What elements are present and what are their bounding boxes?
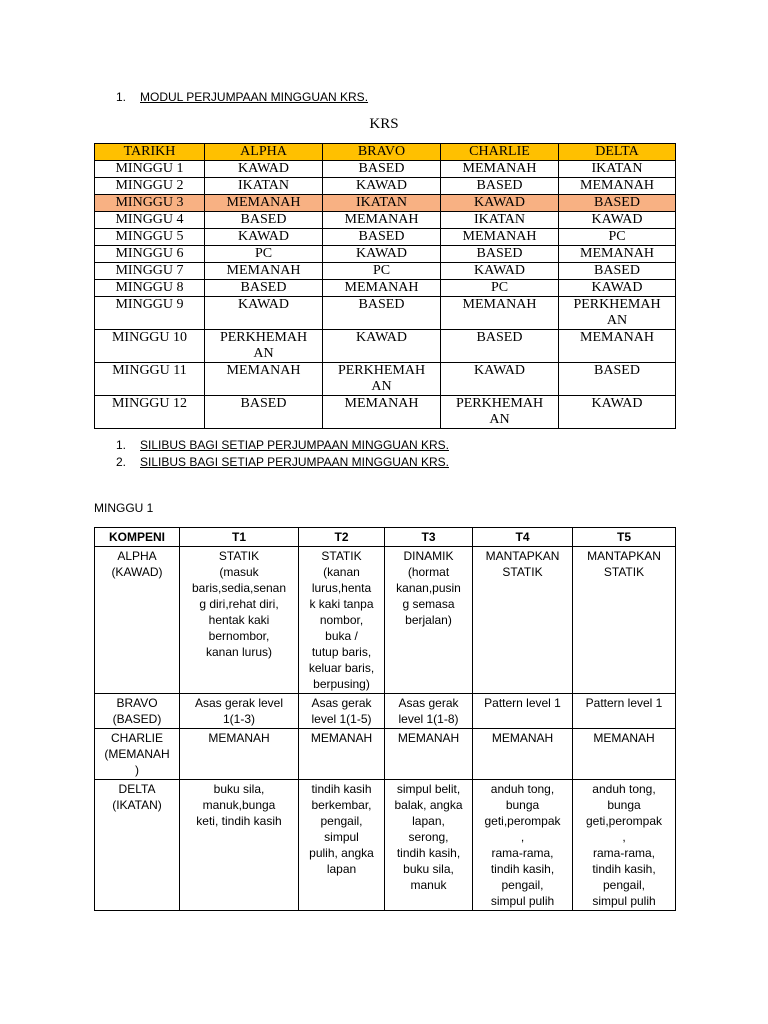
modul-heading (116, 90, 368, 104)
week-cell: MINGGU 8 (95, 280, 205, 297)
week-cell: MINGGU 5 (95, 229, 205, 246)
kompeni-cell: ALPHA (KAWAD) (95, 547, 180, 694)
week-cell: MINGGU 6 (95, 246, 205, 263)
schedule-row (95, 363, 676, 396)
activity-cell: IKATAN (441, 212, 559, 229)
week-cell: MINGGU 3 (95, 195, 205, 212)
activity-cell: KAWAD (559, 396, 676, 429)
silibus-item-number: 2. (116, 455, 127, 469)
schedule-row (95, 330, 676, 363)
week-cell: MINGGU 7 (95, 263, 205, 280)
syllabus-row (95, 729, 676, 780)
schedule-row (95, 178, 676, 195)
activity-cell: BASED (205, 280, 323, 297)
week-cell: MINGGU 12 (95, 396, 205, 429)
syllabus-row (95, 694, 676, 729)
activity-cell: MEMANAH (441, 161, 559, 178)
syllabus-cell: tindih kasih berkembar, pengail, simpul pulih, angka lapan (299, 780, 385, 911)
syllabus-header-cell: KOMPENI (95, 528, 180, 547)
activity-cell: KAWAD (205, 297, 323, 330)
silibus-item-text: SILIBUS BAGI SETIAP PERJUMPAAN MINGGUAN KRS. (140, 455, 449, 469)
schedule-header-cell: DELTA (559, 144, 676, 161)
activity-cell: MEMANAH (205, 263, 323, 280)
syllabus-table (94, 527, 676, 911)
week-cell: MINGGU 2 (95, 178, 205, 195)
activity-cell: MEMANAH (205, 195, 323, 212)
activity-cell: IKATAN (559, 161, 676, 178)
week-cell: MINGGU 1 (95, 161, 205, 178)
kompeni-cell: DELTA (IKATAN) (95, 780, 180, 911)
schedule-header-cell: ALPHA (205, 144, 323, 161)
schedule-row (95, 195, 676, 212)
schedule-row (95, 229, 676, 246)
syllabus-header-cell: T3 (385, 528, 473, 547)
activity-cell: IKATAN (205, 178, 323, 195)
activity-cell: MEMANAH (205, 363, 323, 396)
activity-cell: IKATAN (323, 195, 441, 212)
syllabus-cell: MEMANAH (180, 729, 299, 780)
syllabus-cell: MANTAPKAN STATIK (573, 547, 676, 694)
schedule-row (95, 161, 676, 178)
activity-cell: PC (559, 229, 676, 246)
activity-cell: BASED (205, 396, 323, 429)
activity-cell: KAWAD (441, 195, 559, 212)
activity-cell: PERKHEMAH AN (323, 363, 441, 396)
syllabus-cell: buku sila, manuk,bunga keti, tindih kasih (180, 780, 299, 911)
activity-cell: BASED (323, 297, 441, 330)
activity-cell: MEMANAH (323, 280, 441, 297)
activity-cell: MEMANAH (323, 212, 441, 229)
activity-cell: MEMANAH (559, 178, 676, 195)
activity-cell: PERKHEMAH AN (559, 297, 676, 330)
schedule-row (95, 263, 676, 280)
activity-cell: BASED (323, 161, 441, 178)
syllabus-header-cell: T5 (573, 528, 676, 547)
activity-cell: MEMANAH (441, 297, 559, 330)
schedule-table (94, 143, 676, 429)
syllabus-header-cell: T4 (473, 528, 573, 547)
schedule-header-cell: BRAVO (323, 144, 441, 161)
activity-cell: KAWAD (323, 246, 441, 263)
schedule-row (95, 212, 676, 229)
activity-cell: PC (441, 280, 559, 297)
silibus-item-text: SILIBUS BAGI SETIAP PERJUMPAAN MINGGUAN KRS. (140, 438, 449, 452)
activity-cell: MEMANAH (559, 330, 676, 363)
schedule-row (95, 396, 676, 429)
syllabus-cell: MEMANAH (299, 729, 385, 780)
week-cell: MINGGU 11 (95, 363, 205, 396)
syllabus-row (95, 547, 676, 694)
syllabus-cell: Asas gerak level 1(1-8) (385, 694, 473, 729)
activity-cell: MEMANAH (323, 396, 441, 429)
syllabus-cell: MEMANAH (385, 729, 473, 780)
activity-cell: BASED (441, 330, 559, 363)
schedule-row (95, 280, 676, 297)
activity-cell: KAWAD (205, 229, 323, 246)
syllabus-cell: Pattern level 1 (573, 694, 676, 729)
syllabus-row (95, 780, 676, 911)
schedule-row (95, 246, 676, 263)
heading-number: 1. (116, 90, 127, 104)
schedule-header-row (95, 144, 676, 161)
syllabus-cell: MEMANAH (473, 729, 573, 780)
activity-cell: BASED (559, 363, 676, 396)
syllabus-cell: STATIK (kanan lurus,henta k kaki tanpa nombor, buka / tutup baris, keluar baris, berpusing) (299, 547, 385, 694)
silibus-item-number: 1. (116, 438, 127, 452)
activity-cell: KAWAD (323, 330, 441, 363)
syllabus-cell: STATIK (masuk baris,sedia,senan g diri,rehat diri, hentak kaki bernombor, kanan lurus) (180, 547, 299, 694)
syllabus-cell: MEMANAH (573, 729, 676, 780)
activity-cell: BASED (441, 178, 559, 195)
syllabus-cell: anduh tong, bunga geti,perompak , rama-rama, tindih kasih, pengail, simpul pulih (573, 780, 676, 911)
week-cell: MINGGU 9 (95, 297, 205, 330)
syllabus-cell: DINAMIK (hormat kanan,pusin g semasa berjalan) (385, 547, 473, 694)
activity-cell: BASED (323, 229, 441, 246)
week-cell: MINGGU 10 (95, 330, 205, 363)
kompeni-cell: CHARLIE (MEMANAH ) (95, 729, 180, 780)
heading-text: MODUL PERJUMPAAN MINGGUAN KRS. (140, 90, 369, 104)
syllabus-cell: Asas gerak level 1(1-5) (299, 694, 385, 729)
krs-title: KRS (369, 116, 399, 132)
syllabus-cell: anduh tong, bunga geti,perompak , rama-rama, tindih kasih, pengail, simpul pulih (473, 780, 573, 911)
syllabus-header-row (95, 528, 676, 547)
activity-cell: PERKHEMAH AN (441, 396, 559, 429)
syllabus-header-cell: T1 (180, 528, 299, 547)
activity-cell: PC (323, 263, 441, 280)
activity-cell: KAWAD (559, 280, 676, 297)
activity-cell: KAWAD (205, 161, 323, 178)
silibus-list (116, 438, 449, 469)
activity-cell: PC (205, 246, 323, 263)
week-cell: MINGGU 4 (95, 212, 205, 229)
kompeni-cell: BRAVO (BASED) (95, 694, 180, 729)
schedule-row (95, 297, 676, 330)
syllabus-cell: Asas gerak level 1(1-3) (180, 694, 299, 729)
activity-cell: MEMANAH (559, 246, 676, 263)
activity-cell: KAWAD (441, 363, 559, 396)
activity-cell: KAWAD (323, 178, 441, 195)
activity-cell: PERKHEMAH AN (205, 330, 323, 363)
syllabus-cell: simpul belit, balak, angka lapan, serong, tindih kasih, buku sila, manuk (385, 780, 473, 911)
silibus-item (116, 438, 449, 452)
activity-cell: BASED (441, 246, 559, 263)
minggu-label: MINGGU 1 (94, 501, 154, 515)
activity-cell: BASED (559, 263, 676, 280)
activity-cell: BASED (205, 212, 323, 229)
silibus-item (116, 455, 449, 469)
activity-cell: KAWAD (441, 263, 559, 280)
schedule-header-cell: CHARLIE (441, 144, 559, 161)
activity-cell: MEMANAH (441, 229, 559, 246)
schedule-header-cell: TARIKH (95, 144, 205, 161)
activity-cell: BASED (559, 195, 676, 212)
syllabus-cell: Pattern level 1 (473, 694, 573, 729)
activity-cell: KAWAD (559, 212, 676, 229)
syllabus-cell: MANTAPKAN STATIK (473, 547, 573, 694)
syllabus-header-cell: T2 (299, 528, 385, 547)
